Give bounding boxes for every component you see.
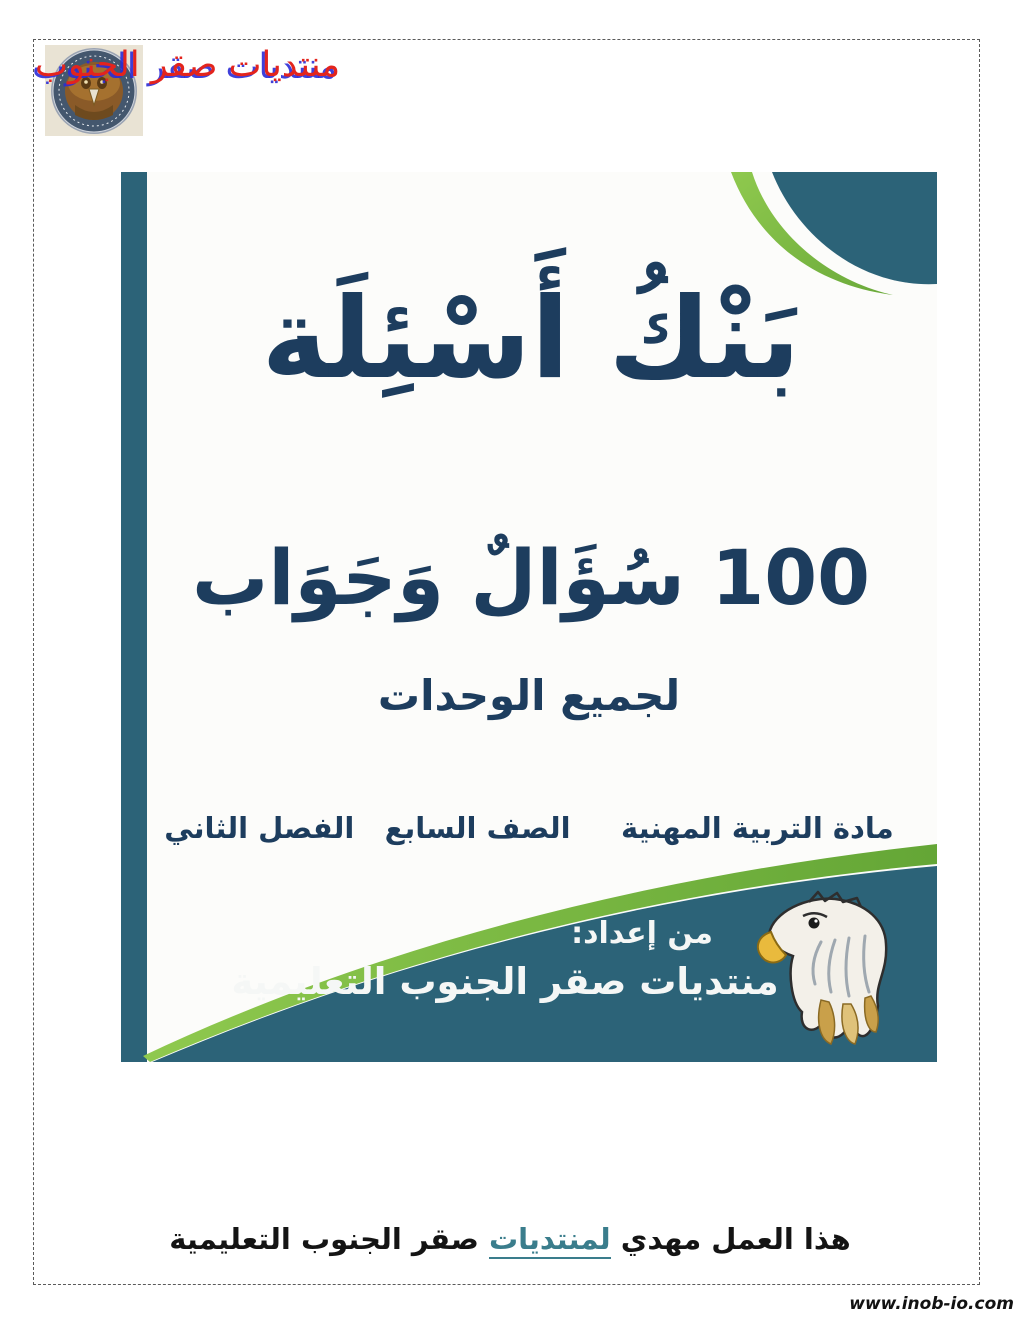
prepared-by-name: منتديات صقر الجنوب التعليمية: [231, 960, 779, 1003]
cover-course-line: مادة التربية المهنية الصف السابع الفصل الثاني: [164, 810, 894, 845]
dedication-prefix: هذا العمل مهدي: [620, 1222, 851, 1256]
dedication-link-word: لمنتديات: [489, 1222, 611, 1259]
watermark-url: www.inob-io.com: [849, 1294, 1014, 1314]
cover-subtitle: لجميع الوحدات: [377, 670, 681, 720]
dedication-line: [0, 1218, 1020, 1262]
left-accent-bar: [121, 172, 147, 1062]
cover-title-line1: بَنْكُ أَسْئِلَة: [261, 274, 801, 405]
cover-title-line2: 100 سُؤَالٌ وَجَوَاب: [191, 532, 871, 622]
prepared-by-label: من إعداد:: [571, 916, 713, 951]
dedication-suffix: صقر الجنوب التعليمية: [169, 1222, 479, 1256]
cover-card: [121, 172, 937, 1062]
site-name-text: منتديات صقر الجنوب: [35, 45, 341, 85]
